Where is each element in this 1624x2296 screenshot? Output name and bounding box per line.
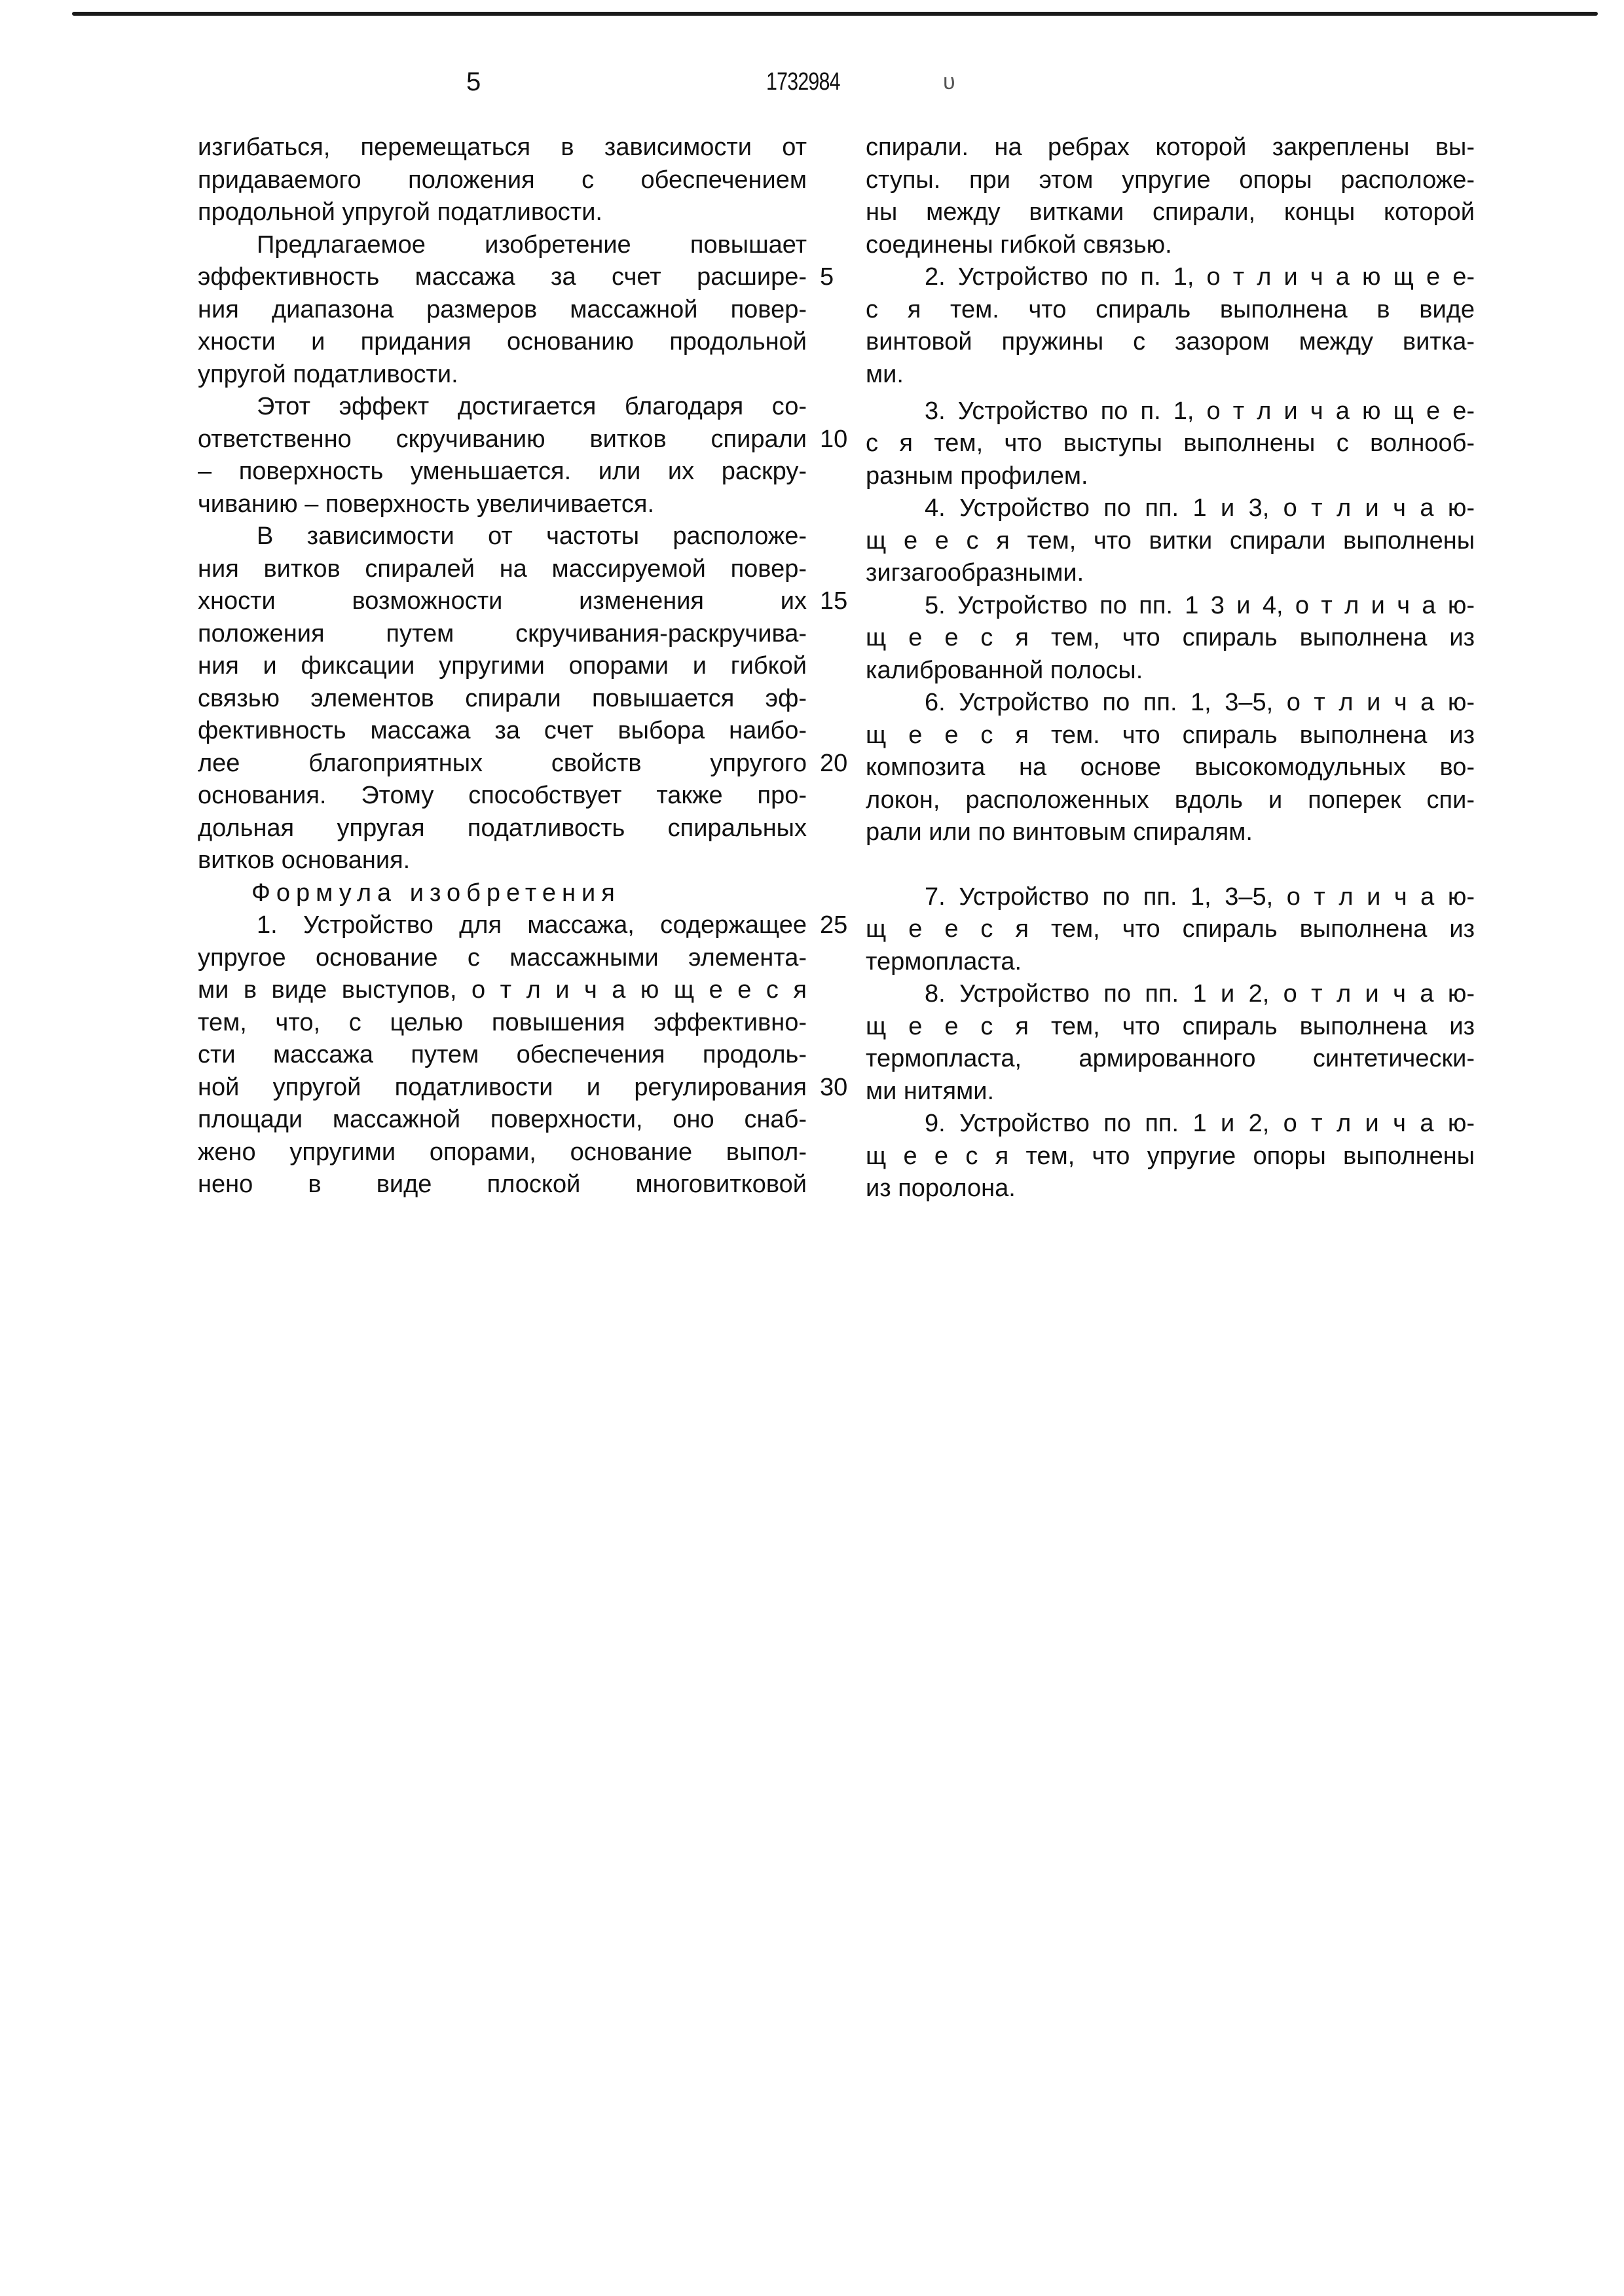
line-number: 20 bbox=[820, 747, 859, 780]
text-line: упругой податливости. bbox=[198, 358, 807, 391]
text-line: разным профилем. bbox=[866, 460, 1475, 492]
text-line: тем, что, с целью повышения эффективно- bbox=[198, 1006, 807, 1039]
text-line: – поверхность уменьшается. или их раскру- bbox=[198, 455, 807, 488]
text-line: ответственно скручиванию витков спирали bbox=[198, 423, 807, 456]
page-number-right: υ bbox=[943, 65, 955, 98]
text-line: термопласта. bbox=[866, 945, 1475, 978]
text-line: положения путем скручивания-раскручива- bbox=[198, 617, 807, 650]
claim-9: 9. Устройство по пп. 1 и 2, о т л и ч а ю- bbox=[866, 1107, 1475, 1140]
text-line: нено в виде плоской многовитковой bbox=[198, 1168, 807, 1201]
text-line: фективность массажа за счет выбора наибо- bbox=[198, 714, 807, 747]
line-number: 10 bbox=[820, 423, 859, 456]
claim-4: 4. Устройство по пп. 1 и 3, о т л и ч а ю- bbox=[866, 492, 1475, 524]
text-line: основания. Этому способствует также про- bbox=[198, 779, 807, 812]
text-line: хности возможности изменения их bbox=[198, 585, 807, 617]
claim-6: 6. Устройство по пп. 1, 3–5, о т л и ч а ю- bbox=[866, 686, 1475, 719]
top-rule bbox=[72, 12, 1598, 16]
text-line: придаваемого положения с обеспечением bbox=[198, 164, 807, 196]
page-number-left: 5 bbox=[466, 65, 481, 98]
claim-3: 3. Устройство по п. 1, о т л и ч а ю щ е е- bbox=[866, 395, 1475, 428]
text-line: сти массажа путем обеспечения продоль- bbox=[198, 1038, 807, 1071]
text-line: Предлагаемое изобретение повышает bbox=[198, 228, 807, 261]
text-line: ния и фиксации упругими опорами и гибкой bbox=[198, 649, 807, 682]
text-line: щ е е с я тем, что спираль выполнена из bbox=[866, 621, 1475, 654]
text-line: щ е е с я тем. что спираль выполнена из bbox=[866, 719, 1475, 752]
text-line: ми нитями. bbox=[866, 1075, 1475, 1108]
text-line: калиброванной полосы. bbox=[866, 654, 1475, 687]
text-line: Этот эффект достигается благодаря со- bbox=[198, 390, 807, 423]
text-line: с я тем. что спираль выполнена в виде bbox=[866, 293, 1475, 326]
text-line: связью элементов спирали повышается эф- bbox=[198, 682, 807, 715]
text-line: жено упругими опорами, основание выпол- bbox=[198, 1136, 807, 1169]
text-line: ния диапазона размеров массажной повер- bbox=[198, 293, 807, 326]
text-line: хности и придания основанию продольной bbox=[198, 325, 807, 358]
text-line: продольной упругой податливости. bbox=[198, 196, 807, 228]
text-line: ми в виде выступов, о т л и ч а ю щ е е с я bbox=[198, 974, 807, 1006]
line-number: 25 bbox=[820, 909, 859, 941]
text-line: ны между витками спирали, концы которой bbox=[866, 196, 1475, 228]
line-number: 15 bbox=[820, 585, 859, 617]
claim-2: 2. Устройство по п. 1, о т л и ч а ю щ е е- bbox=[866, 261, 1475, 293]
text-line: щ е е с я тем, что витки спирали выполнены bbox=[866, 524, 1475, 557]
text-line: 1. Устройство для массажа, содержащее bbox=[198, 909, 807, 941]
text-line: лее благоприятных свойств упругого bbox=[198, 747, 807, 780]
text-line: ной упругой податливости и регулирования bbox=[198, 1071, 807, 1104]
text-line: спирали. на ребрах которой закреплены вы- bbox=[866, 131, 1475, 164]
text-line: изгибаться, перемещаться в зависимости от bbox=[198, 131, 807, 164]
text-line: площади массажной поверхности, оно снаб- bbox=[198, 1103, 807, 1136]
text-line: чиванию – поверхность увеличивается. bbox=[198, 488, 807, 520]
text-line: рали или по винтовым спиралям. bbox=[866, 816, 1475, 848]
text-line: витков основания. bbox=[198, 844, 807, 877]
line-number: 30 bbox=[820, 1071, 859, 1104]
text-line: зигзагообразными. bbox=[866, 556, 1475, 589]
line-number: 5 bbox=[820, 261, 859, 293]
text-line: ния витков спиралей на массируемой повер- bbox=[198, 553, 807, 585]
text-line: из поролона. bbox=[866, 1172, 1475, 1205]
text-line: эффективность массажа за счет расшире- bbox=[198, 261, 807, 293]
claim-7: 7. Устройство по пп. 1, 3–5, о т л и ч а ю- bbox=[866, 881, 1475, 913]
text-line: локон, расположенных вдоль и поперек спи- bbox=[866, 784, 1475, 816]
text-line: с я тем, что выступы выполнены с волнооб- bbox=[866, 427, 1475, 460]
patent-number: 1732984 bbox=[766, 65, 840, 98]
text-line: щ е е с я тем, что упругие опоры выполнены bbox=[866, 1140, 1475, 1173]
text-line: композита на основе высокомодульных во- bbox=[866, 751, 1475, 784]
text-line: В зависимости от частоты расположе- bbox=[198, 520, 807, 553]
text-line: щ е е с я тем, что спираль выполнена из bbox=[866, 913, 1475, 945]
claim-5: 5. Устройство по пп. 1 3 и 4, о т л и ч а ю- bbox=[866, 589, 1475, 622]
section-heading: Формула изобретения bbox=[198, 877, 807, 909]
text-line: щ е е с я тем, что спираль выполнена из bbox=[866, 1010, 1475, 1043]
text-line: дольная упругая податливость спиральных bbox=[198, 812, 807, 845]
text-line: соединены гибкой связью. bbox=[866, 228, 1475, 261]
text-line: упругое основание с массажными элемента- bbox=[198, 941, 807, 974]
text-line: ми. bbox=[866, 358, 1475, 391]
text-line: ступы. при этом упругие опоры расположе- bbox=[866, 164, 1475, 196]
text-line: винтовой пружины с зазором между витка- bbox=[866, 325, 1475, 358]
text-line: термопласта, армированного синтетически- bbox=[866, 1042, 1475, 1075]
claim-8: 8. Устройство по пп. 1 и 2, о т л и ч а ю- bbox=[866, 977, 1475, 1010]
